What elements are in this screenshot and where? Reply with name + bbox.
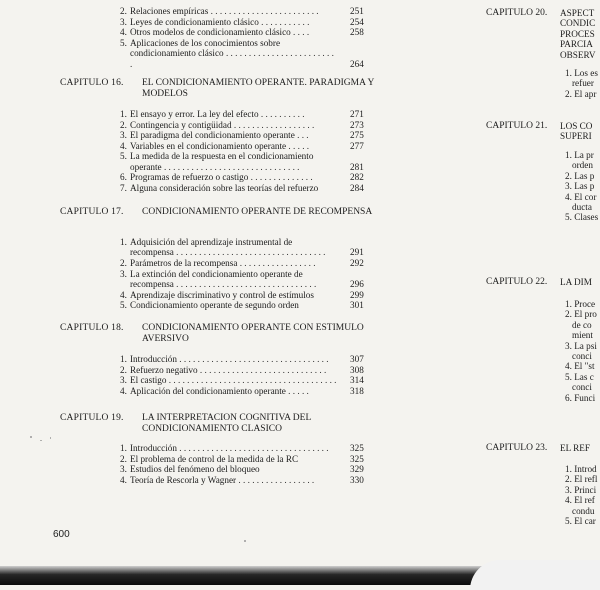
right-chapter-21-title: LOS CO SUPERI: [560, 121, 593, 142]
toc-entry: 2. Contingencia y contigüidad . . . . . . . . . . . . . . . . . . 273: [120, 119, 364, 130]
chapter-number: CAPITULO 16.: [60, 78, 124, 88]
toc-entry: 4. Teoría de Rescorla y Wagner . . . . . . . . . . . . . . . . . 330: [120, 474, 364, 485]
chapter-number: CAPITULO 20.: [486, 8, 548, 18]
toc-entry: 3. El castigo . . . . . . . . . . . . . . . . . . . . . . . . . . . . . . . . . . . . . 314: [120, 375, 364, 386]
toc-entry: 4. Otros modelos de condicionamiento clásico . . . . 258: [120, 27, 364, 38]
page-number: 600: [53, 529, 70, 540]
scan-speck: [30, 436, 32, 438]
chapter-15-items: [120, 6, 376, 69]
toc-entry: 5. La medida de la respuesta en el condicionamiento operante . . . . . . . . . . . . . . . . . . . . . . . . . . . . . . 281: [120, 151, 364, 172]
toc-entry: 3. Estudios del fenómeno del bloqueo 329: [120, 464, 364, 475]
chapter-title: CONDICIONAMIENTO OPERANTE CON ESTIMULO AVERSIVO: [142, 323, 364, 344]
chapter-title: CONDICIONAMIENTO OPERANTE DE RECOMPENSA: [142, 207, 373, 217]
toc-entry: 2. El problema de control de la medida de la RC 325: [120, 453, 364, 464]
toc-entry: 4. Aprendizaje discriminativo y control de estímulos 299: [120, 289, 364, 300]
chapter-19-items: [120, 443, 376, 485]
chapter-number: CAPITULO 21.: [486, 121, 548, 131]
right-chapter-20-items: 1. Los es refuer 2. El apr: [565, 68, 598, 99]
toc-entry: 5. Condicionamiento operante de segundo orden 301: [120, 300, 364, 311]
scan-speck: [244, 540, 246, 542]
chapter-number: CAPITULO 19.: [60, 413, 124, 423]
right-chapter-22-title: LA DIM: [560, 277, 592, 287]
toc-entry: 1. El ensayo y error. La ley del efecto . . . . . . . . . . 271: [120, 109, 364, 119]
toc-entry: 6. Programas de refuerzo o castigo . . . . . . . . . . . . . . 282: [120, 172, 364, 183]
toc-entry: 2. Relaciones empíricas . . . . . . . . . . . . . . . . . . . . . . . . 251: [120, 6, 364, 16]
toc-entry: 4. Aplicación del condicionamiento operante . . . . . 318: [120, 385, 364, 396]
chapter-17-items: [120, 237, 376, 311]
toc-entry: 3. La extinción del condicionamiento operante de recompensa . . . . . . . . . . . . . . . . . . . . . . . . . . . . . . . 296: [120, 268, 364, 289]
right-chapter-21-items: 1. La pr orden 2. Las p 3. Las p 4. El cor ducta 5. Clases: [565, 150, 599, 223]
page-curl: [470, 560, 600, 590]
scan-speck: [40, 440, 42, 441]
right-chapter-22-items: 1. Proce 2. El pro de co mient 3. La psi conci 4. El "st 5. Las c conci 6. Funci: [565, 299, 597, 403]
chapter-title: EL CONDICIONAMIENTO OPERANTE. PARADIGMA Y MODELOS: [142, 78, 374, 99]
scan-speck: [50, 437, 51, 439]
chapter-16-items: [120, 109, 376, 194]
chapter-number: CAPITULO 17.: [60, 207, 124, 217]
toc-entry: 2. Parámetros de la recompensa . . . . . . . . . . . . . . . . . 292: [120, 258, 364, 268]
toc-entry: 1. Introducción . . . . . . . . . . . . . . . . . . . . . . . . . . . . . . . . . 307: [120, 354, 364, 364]
chapter-title: LA INTERPRETACION COGNITIVA DEL CONDICIONAMIENTO CLASICO: [142, 413, 311, 434]
toc-entry: 5. Aplicaciones de los conocimientos sobre condicionamiento clásico . . . . . . . . . . . . . . . . . . . . . . . . . 264: [120, 37, 364, 69]
toc-entry: 1. Introducción . . . . . . . . . . . . . . . . . . . . . . . . . . . . . . . . . 325: [120, 443, 364, 453]
chapter-18-items: [120, 354, 376, 396]
chapter-number: CAPITULO 22.: [486, 277, 548, 287]
right-chapter-23-title: EL REF: [560, 443, 591, 453]
chapter-number: CAPITULO 23.: [486, 443, 548, 453]
right-chapter-20-title: ASPECT CONDIC PROCES PARCIA OBSERV: [560, 8, 596, 60]
right-chapter-23-items: 1. Introd 2. El refl 3. Princi 4. El ref condu 5. El car: [565, 464, 598, 527]
toc-entry: 1. Adquisición del aprendizaje instrumental de recompensa . . . . . . . . . . . . . . . . . . . . . . . . . . . . . . . . . 291: [120, 237, 364, 258]
toc-entry: 4. Variables en el condicionamiento operante . . . . . 277: [120, 140, 364, 151]
toc-entry: 3. El paradigma del condicionamiento operante . . . 275: [120, 130, 364, 141]
toc-entry: 2. Refuerzo negativo . . . . . . . . . . . . . . . . . . . . . . . . . . . . 308: [120, 364, 364, 375]
chapter-number: CAPITULO 18.: [60, 323, 124, 333]
toc-entry: 7. Alguna consideración sobre las teorías del refuerzo 284: [120, 182, 364, 193]
toc-entry: 3. Leyes de condicionamiento clásico . . . . . . . . . . . 254: [120, 16, 364, 27]
